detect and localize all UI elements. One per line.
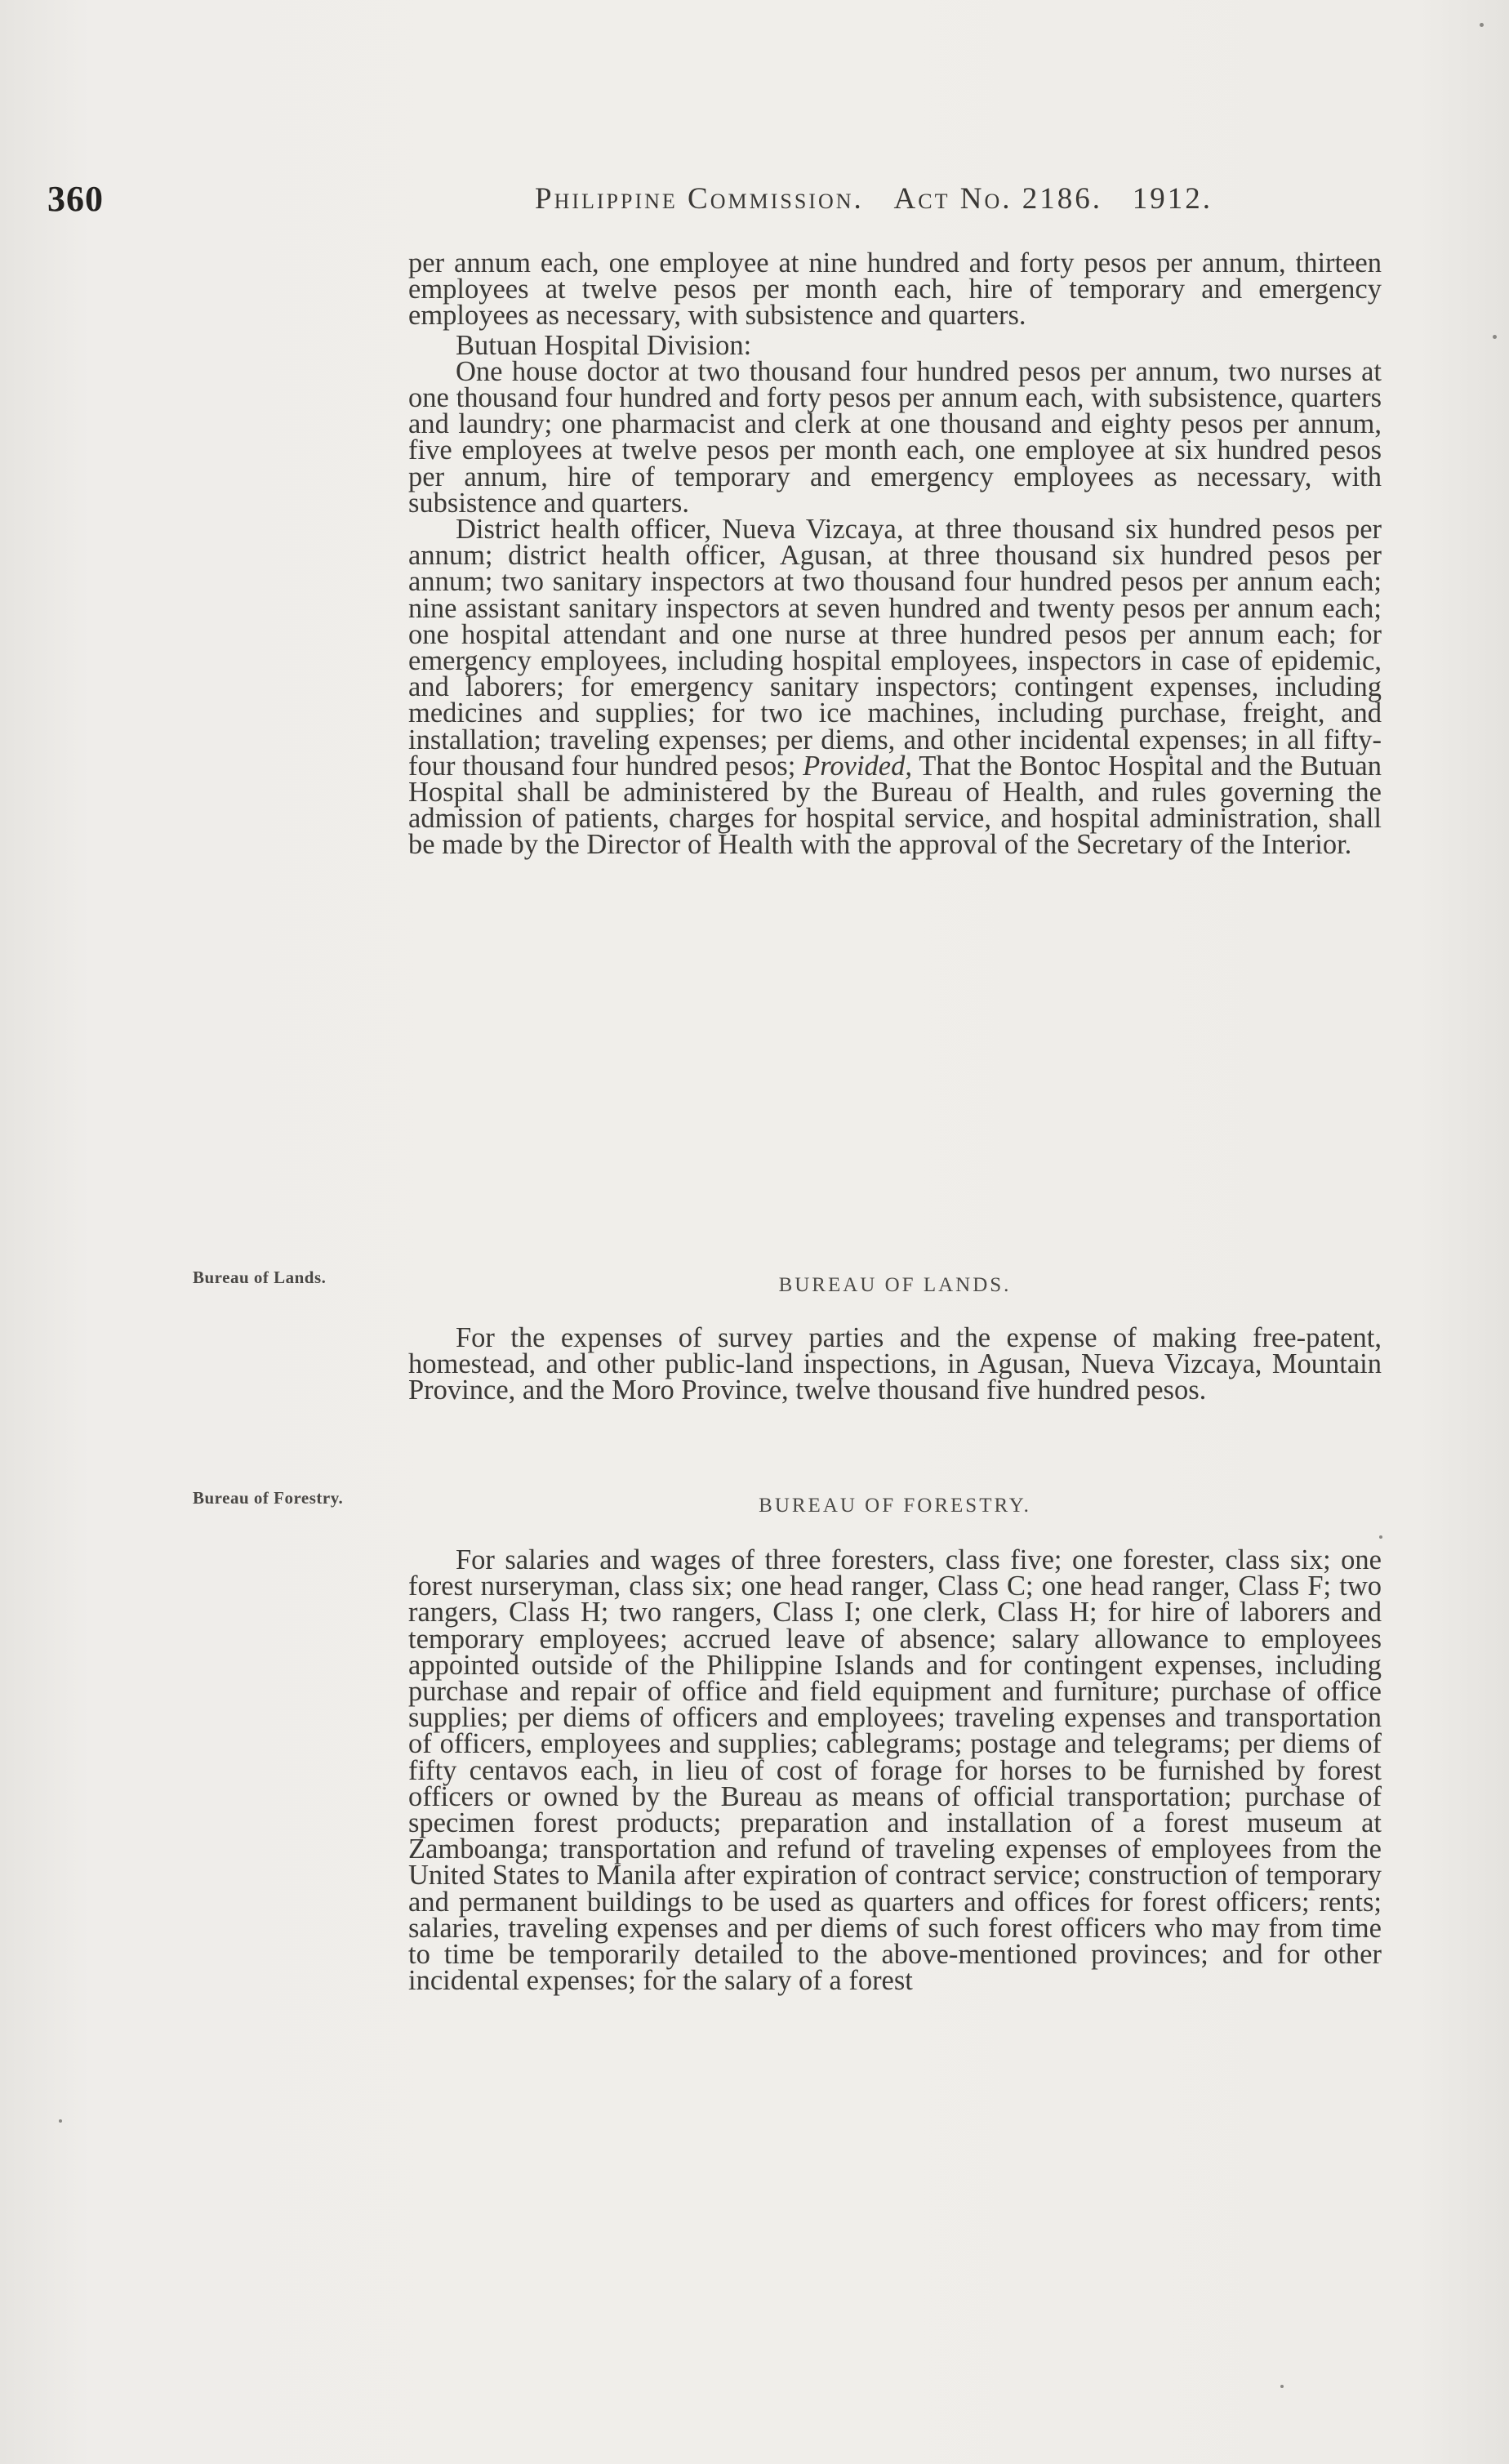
scan-speck — [1379, 1535, 1382, 1539]
district-text-main: District health officer, Nueva Vizcaya, at three thousand six hundred pesos per annum; district health officer, Agusan, at three thousand six hundred pesos per annum; two sanitary inspectors at two thousand four hundred pesos per annum each; nine assistant sanitary inspectors at seven hundred and twenty pesos per annum each; one hospital attendant and one nurse at three hundred pesos per annum each; for emergency employees, including hospital employees, inspectors in case of epidemic, and laborers; for emergency sanitary inspectors; contingent expenses, including medicines and supplies; for two ice machines, including purchase, freight, and installation; traveling expenses; per diems, and other incidental expenses; in all fifty-four thousand four hundred pesos; — [408, 514, 1382, 782]
scan-speck — [1480, 23, 1484, 27]
running-head-commission: Philippine Commission. — [535, 182, 864, 216]
lands-section-text — [408, 1322, 1382, 1406]
page-number: 360 — [47, 179, 104, 219]
scan-speck — [59, 2119, 62, 2123]
lands-section-title: BUREAU OF LANDS. — [778, 1274, 1012, 1296]
running-head — [535, 181, 1351, 216]
forestry-section-title: BUREAU OF FORESTRY. — [759, 1495, 1031, 1517]
forestry-section-text — [408, 1544, 1382, 1997]
provided-italic: Provided, — [803, 750, 912, 782]
scan-speck — [1280, 2385, 1284, 2388]
district-text-proviso: That the Bontoc Hospital and the Butuan Hospital shall be administered by the Bureau of Health, and rules governing the admission of patients, charges for hospital service, and hospital administration, shall be made by the Director of Health with the approval of the Secretary of the Interior. — [408, 750, 1382, 861]
butuan-heading: Butuan Hospital Division: — [456, 329, 752, 361]
continuation-paragraph: per annum each, one employee at nine hundred and forty pesos per annum, thirteen employees at twelve pesos per month each, hire of temporary and emergency employees as necessary, with subsistence and quarters. — [408, 247, 1382, 332]
margin-note-forestry: Bureau of Forestry. — [193, 1488, 344, 1508]
forestry-paragraph: For salaries and wages of three foresters, class five; one forester, class six; one forest nurseryman, class six; one head ranger, Class C; one head ranger, Class F; two rangers, Class H; two rangers, Class I; one clerk, Class H; for hire of laborers and temporary employees; accrued leave of absence; salary allowance to employees appointed outside of the Philippine Islands and for contingent expenses, including purchase and repair of office and field equipment and furniture; purchase of office supplies; per diems of officers and employees; traveling expenses and transportation of officers, employees and supplies; cablegrams; postage and telegrams; per diems of fifty centavos each, in lieu of cost of forage for horses to be furnished by forest officers or owned by the Bureau as means of official transportation; purchase of specimen forest products; preparation and installation of a forest museum at Zamboanga; transportation and refund of traveling expenses of employees from the United States to Manila after expiration of contract service; construction of temporary and permanent buildings to be used as quarters and offices for forest officers; rents; salaries, traveling expenses and per diems of such forest officers who may from time to time be temporarily detailed to the above-mentioned provinces; and for other incidental expenses; for the salary of a forest — [408, 1544, 1382, 1997]
margin-note-lands: Bureau of Lands. — [193, 1268, 327, 1287]
running-head-act: Act No. 2186. — [893, 182, 1102, 216]
running-head-year: 1912. — [1132, 182, 1213, 216]
health-section-text — [408, 247, 1382, 861]
district-health-paragraph — [408, 514, 1382, 861]
scan-speck — [1493, 335, 1497, 339]
lands-paragraph: For the expenses of survey parties and the expense of making free-patent, homestead, and other public-land inspections, in Agusan, Nueva Vizcaya, Mountain Province, and the Moro Province, twelve thousand five hundred pesos. — [408, 1322, 1382, 1406]
butuan-paragraph: One house doctor at two thousand four hundred pesos per annum, two nurses at one thousand four hundred and forty pesos per annum each, with subsistence, quarters and laundry; one pharmacist and clerk at one thousand and eighty pesos per annum, five employees at twelve pesos per month each, one employee at six hundred pesos per annum, hire of temporary and emergency employees as necessary, with subsistence and quarters. — [408, 355, 1382, 519]
